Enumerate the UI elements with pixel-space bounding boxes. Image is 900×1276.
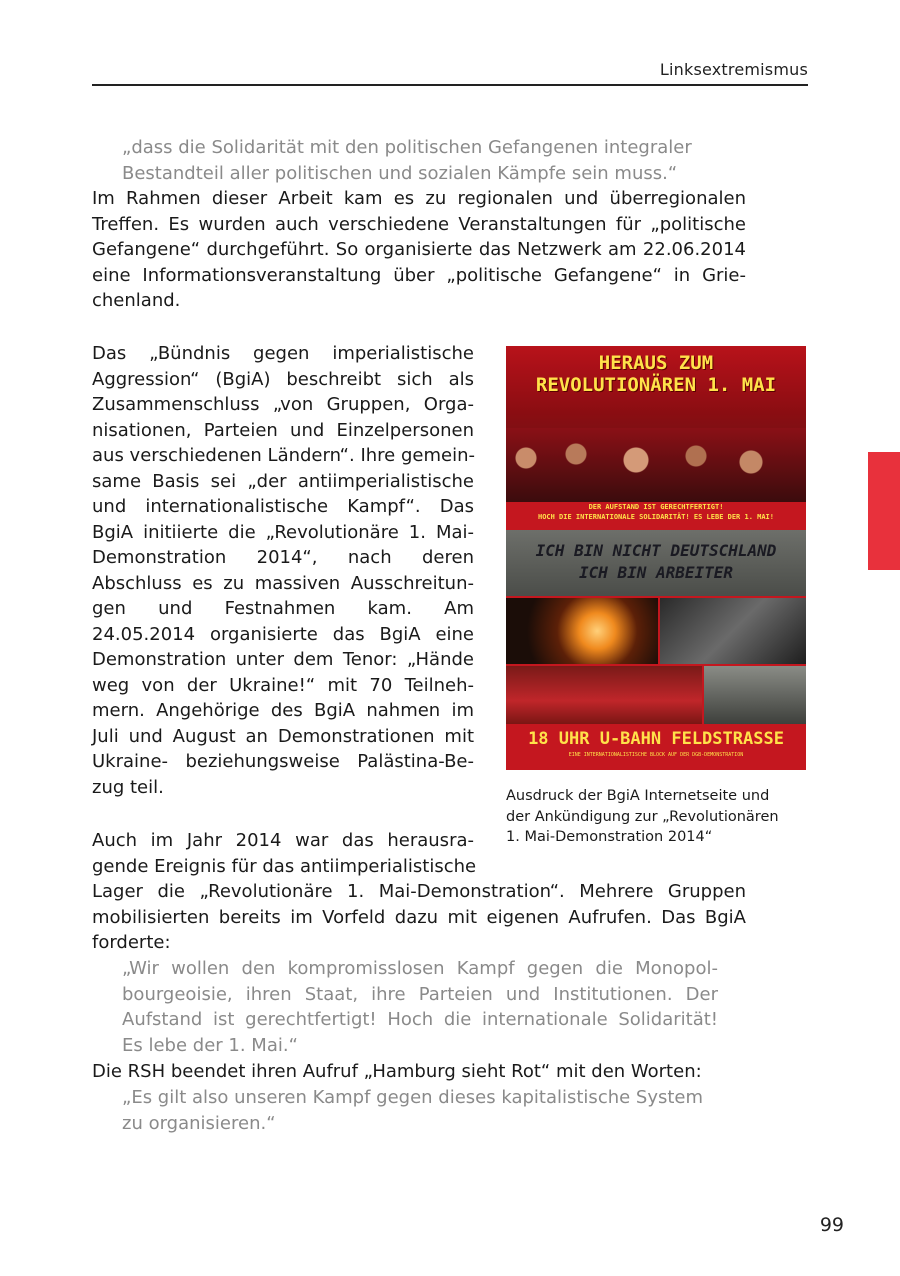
text-line: und internationalistische Kampf“. Das — [92, 496, 474, 517]
section-title: Linksextremismus — [659, 60, 808, 79]
text-line: mobilisierten bereits im Vorfeld dazu mit eigenen Aufrufen. Das BgiA — [92, 906, 746, 928]
text-line: BgiA initiierte die „Revolutionäre 1. Mai- — [92, 521, 474, 543]
poster-banner-line: ICH BIN ARBEITER — [578, 563, 734, 582]
text-line: Zusammenschluss „von Gruppen, Orga- — [92, 394, 474, 415]
text-line: Demonstration unter dem Tenor: „Hände — [92, 649, 474, 670]
poster-footnote: EINE INTERNATIONALISTISCHE BLOCK AUF DER DGB-DEMONSTRATION — [568, 752, 744, 758]
text-line: Gefangene“ durchgeführt. So organisierte das Netzwerk am 22.06.2014 — [92, 239, 746, 260]
text-line: aus verschiedenen Ländern“. Ihre gemein- — [92, 445, 475, 466]
figure-caption — [506, 786, 806, 848]
text-line: gende Ereignis für das antiimperialistische — [92, 855, 477, 877]
poster-meeting-point: 18 UHR U-BAHN FELDSTRASSE — [528, 729, 784, 749]
poster-fire-photo — [506, 598, 658, 664]
quote-solidarity — [122, 135, 718, 186]
text-line: Aggression“ (BgiA) beschreibt sich als — [92, 368, 474, 390]
text-line: eine Informationsveranstaltung über „politische Gefangene“ in Grie- — [92, 264, 746, 286]
caption-line: Ausdruck der BgiA Internetseite und — [506, 788, 770, 804]
paragraph-network — [92, 186, 746, 314]
text-line: Das „Bündnis gegen imperialistische — [92, 343, 474, 364]
header-rule — [92, 84, 808, 86]
poster-headline — [506, 352, 806, 396]
paragraph-bgia — [92, 341, 474, 800]
quote-line: „dass die Solidarität mit den politischen Gefangenen integraler — [122, 137, 692, 158]
text-line: Im Rahmen dieser Arbeit kam es zu regionalen und überregionalen — [92, 188, 746, 209]
text-line: gen und Festnahmen kam. Am — [92, 598, 474, 619]
text-line: zug teil. — [92, 776, 164, 798]
text-line: Auch im Jahr 2014 war das herausra- — [92, 830, 474, 851]
text-line: forderte: — [92, 932, 171, 953]
quote-line: Bestandteil aller politischen und sozialen Kämpfe sein muss.“ — [122, 162, 678, 184]
poster-sign-photo — [704, 666, 806, 724]
quote-line: zu organisieren.“ — [122, 1112, 276, 1134]
caption-line: der Ankündigung zur „Revolutionären — [506, 808, 779, 825]
text-line: Ukraine- beziehungsweise Palästina-Be- — [92, 751, 474, 772]
text-line: mern. Angehörige des BgiA nahmen im — [92, 700, 474, 721]
text-line: Demonstration 2014“, nach deren — [92, 547, 474, 568]
paragraph-rsh — [92, 1059, 746, 1085]
poster-march-photo — [506, 666, 702, 724]
text-line: Lager die „Revolutionäre 1. Mai-Demonstration“. Mehrere Gruppen — [92, 881, 746, 902]
text-line: Abschluss es zu massiven Ausschreitun- — [92, 572, 474, 594]
poster-banner-line: ICH BIN NICHT DEUTSCHLAND — [535, 541, 777, 560]
poster-slogan-line: DER AUFSTAND IST GERECHTFERTIGT! — [588, 503, 724, 511]
poster-banner-photo — [506, 530, 806, 596]
poster-slogan-line: HOCH DIE INTERNATIONALE SOLIDARITÄT! ES LEBE DER 1. MAI! — [537, 513, 774, 521]
text-line: nisationen, Parteien und Einzelpersonen — [92, 419, 474, 441]
quote-line: Es lebe der 1. Mai.“ — [122, 1034, 298, 1056]
quote-line: Aufstand ist gerechtfertigt! Hoch die internationale Solidarität! — [122, 1009, 718, 1030]
quote-line: bourgeoisie, ihren Staat, ihre Parteien und Institutionen. Der — [122, 983, 718, 1005]
caption-line: 1. Mai-Demonstration 2014“ — [506, 829, 713, 845]
poster-crowd-photo — [506, 428, 806, 502]
text-line: weg von der Ukraine!“ mit 70 Teilneh- — [92, 674, 474, 696]
chapter-tab-marker — [868, 452, 900, 570]
poster-image — [506, 346, 806, 770]
poster-headline-line: HERAUS ZUM — [598, 352, 714, 374]
poster-slogan — [506, 502, 806, 522]
quote-line: „Es gilt also unseren Kampf gegen dieses kapitalistische System — [122, 1087, 704, 1108]
quote-line: „Wir wollen den kompromisslosen Kampf gegen die Monopol- — [122, 958, 718, 979]
poster-street-photo — [660, 598, 806, 664]
quote-rsh — [122, 1085, 718, 1136]
quote-bgia-demand — [122, 956, 718, 1058]
paragraph-may-day-continued — [92, 879, 746, 956]
paragraph-may-day-start — [92, 828, 477, 879]
text-line: Die RSH beendet ihren Aufruf „Hamburg sieht Rot“ mit den Worten: — [92, 1061, 702, 1082]
text-line: Treffen. Es wurden auch verschiedene Veranstaltungen für „politische — [92, 213, 746, 235]
page-number: 99 — [819, 1214, 844, 1236]
poster-headline-line: REVOLUTIONÄREN 1. MAI — [535, 374, 777, 396]
text-line: same Basis sei „der antiimperialistische — [92, 470, 474, 492]
poster-photo-grid — [506, 598, 806, 724]
text-line: chenland. — [92, 290, 181, 311]
text-line: Juli und August an Demonstrationen mit — [92, 725, 474, 747]
text-line: 24.05.2014 organisierte das BgiA eine — [92, 623, 474, 645]
